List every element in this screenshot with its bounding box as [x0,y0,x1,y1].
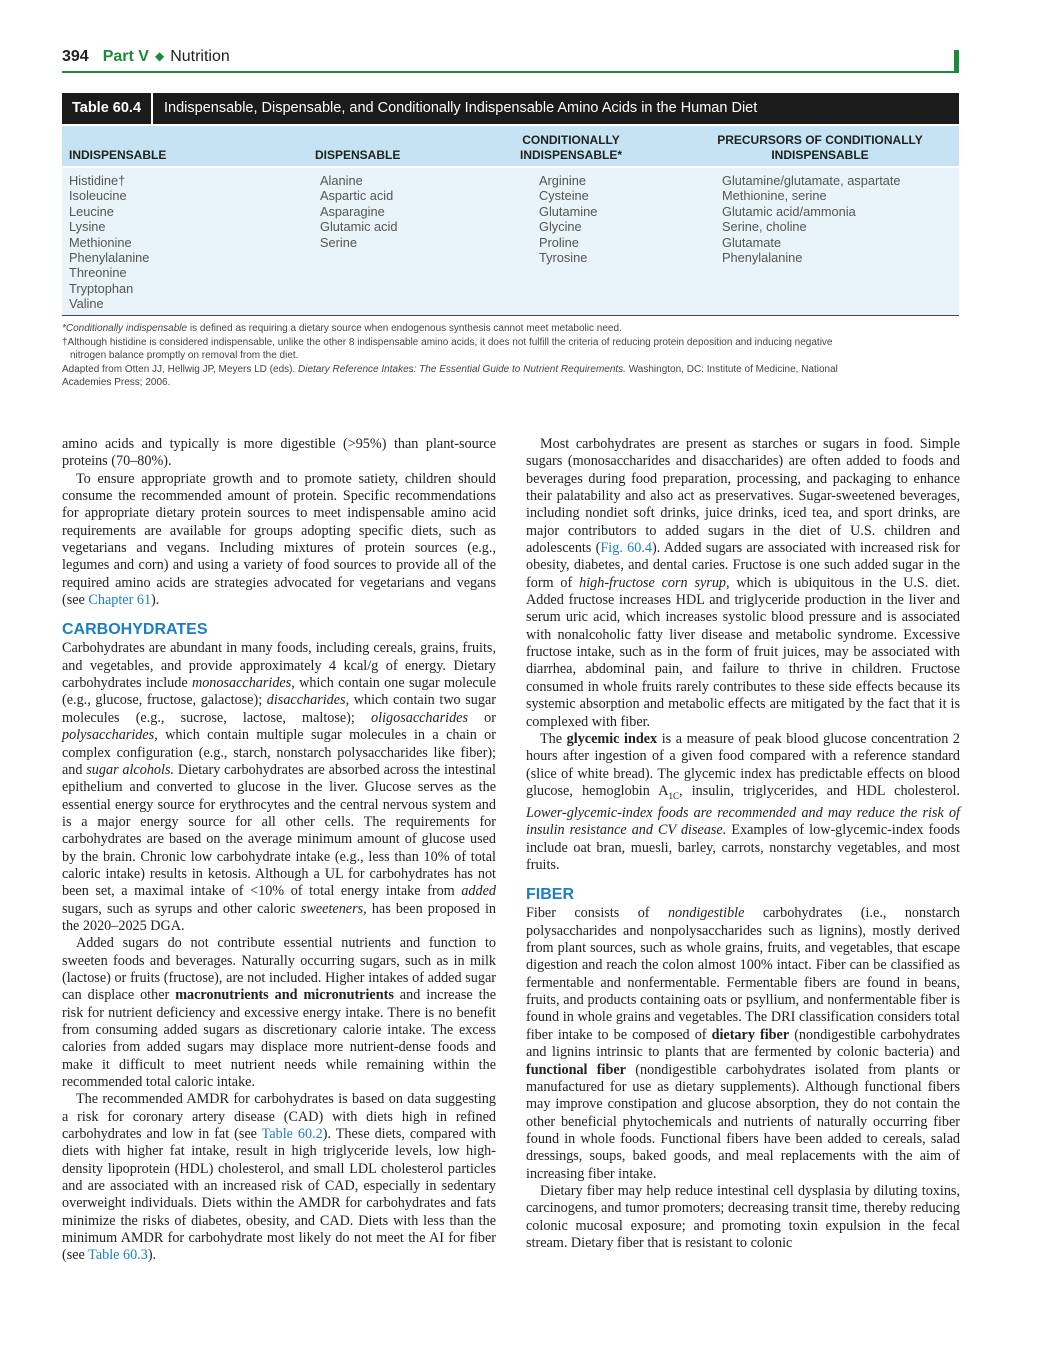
table-cell: Glutamine/glutamate, aspartate [722,173,901,188]
footnote-book-title: Dietary Reference Intakes: The Essential Guide to Nutrient Requirements. [298,363,626,375]
table-cell: Phenylalanine [722,249,803,265]
term: monosaccharides, [191,675,295,692]
col-header-conditional [512,133,630,163]
text: The [540,730,567,747]
text: Added sugars do not contribute essential nutrients and function to sweeten foods and beverages. Naturally occurring sugars, such as in milk (lactose) or fruits (fructose), are not included. Higher intakes of added sugar can displace other [62,935,496,1004]
term: polysaccharides, [62,727,158,744]
table-cell: Serine [320,234,357,250]
text: Dietary fiber may help reduce intestinal cell dysplasia by diluting toxins, carcinogens, and tumor promoters; decreasing transit time, thereby reducing colonic mucosal exposure; and promoting toxin expulsion in the fecal stream. Dietary fiber that is resistant to colonic [526,1182,960,1251]
text: and increase the risk for nutrient deficiency and excessive energy intake. There is no benefit from consuming added sugars as discretionary calorie intake. The excess calories from added sugars may displace more nutrient-dense foods and make it difficult to meet nutrient needs while remaining within the recommended total caloric intake. [62,987,496,1091]
text: is a measure of peak blood glucose concentration 2 hours after ingestion of a given food compared with a reference standard (slice of white bread). The glycemic index has predictable effects on blood glucose, hemoglobin A [526,730,960,799]
text: ). Added sugars are associated with increased risk for obesity, diabetes, and dental caries. Fructose is one such added sugar in the form of [526,540,960,591]
text: The recommended AMDR for carbohydrates is based on data suggesting a risk for coronary artery disease (CAD) with diets high in refined carbohydrates and low in fat (see [62,1091,496,1143]
paragraph [526,731,960,875]
term: high-fructose corn syrup, [579,574,730,591]
col-dispensable [320,173,398,250]
section-label: Nutrition [170,48,230,65]
table-cell: Glutamic acid [320,219,398,235]
col-indispensable [69,173,149,312]
text: which contain multiple sugar molecules in a chain or complex configuration (e.g., starch, nonstarch polysaccharides like fiber); and [62,727,496,778]
table-cell: Asparagine [320,203,385,219]
table-cell: Aspartic acid [320,188,394,204]
col-header-indispensable: INDISPENSABLE [69,148,167,162]
heading-fiber: FIBER [526,886,574,904]
emphasis: Lower-glycemic-index foods are recommended and may reduce the risk of insulin resistance and CV disease. [526,805,960,839]
table-cell: Methionine, serine [722,188,827,204]
paragraph [62,1091,496,1264]
table-60-2-link[interactable]: Table 60.2 [261,1126,323,1143]
paragraph [526,436,960,731]
col-header-precursors-line2: INDISPENSABLE [771,148,869,162]
table-cell: Cysteine [539,188,589,204]
text: ). These diets, compared with diets with higher fat intake, result in high triglyceride levels, low high-density lipoprotein (HDL) cholesterol, and small LDL cholesterol particles and are associated with an increased risk of CAD, especially in sedentary overweight individuals. Diets within the AMDR for carbohydrates and fats minimize the risks of diabetes, obesity, and CAD. Diets with less than the minimum AMDR for carbohydrate most likely do not meet the AI for fiber (see [62,1126,496,1264]
term: nondigestible [667,905,745,922]
text: Most carbohydrates are present as starches or sugars in food. Simple sugars (monosaccharides and disaccharides) are often added to foods and beverages during food preparation, processing, and packaging to enhance their palatability and also act as preservatives. Sugar-sweetened beverages, including nondiet soft drinks, juice drinks, iced tea, and sport drinks, are major contributors to added sugars in the diet of U.S. children and adolescents ( [526,436,960,557]
table-cell: Glutamate [722,234,782,250]
text: Dietary carbohydrates are absorbed across the intestinal epithelium and converted to glucose in the liver. Glucose serves as the essential energy source for erythrocytes and the central nervous system and is a major energy source for all other cells. The requirements for carbohydrates are based on the average minimum amount of glucose used by the brain. Chronic low carbohydrate intake (e.g., less than 10% of total caloric intake) results in ketosis. Although a UL for carbohydrates has not been set, a maximal intake of <10% of total energy intake from [62,761,496,900]
text: or [467,709,496,726]
footnote-text: Washington, DC: Institute of Medicine, National [625,363,838,375]
table-title: Indispensable, Dispensable, and Conditionally Indispensable Amino Acids in the Human Diet [164,100,758,116]
bold-term: macronutrients and micronutrients [175,987,394,1004]
text: , insulin, triglycerides, and HDL cholesterol. [679,782,960,799]
part-label: Part V [102,48,149,65]
col-header-precursors [702,133,938,163]
text: which contain one sugar molecule (e.g., glucose, fructose, galactose); [62,675,496,709]
table-cell: Lysine [69,219,106,235]
term: oligosaccharides [371,709,468,726]
text: carbohydrates (i.e., nonstarch polysaccharides and nonpolysaccharides such as lignins), mostly derived from plant sources, such as whole grains, fruits, and vegetables, that escape digestion and reach the colon almost 100% intact. Fiber can be classified as fermentable and nonfermentable. Fermentable fibers are found in beans, fruits, and products containing oats or psyllium, and nonfermentable fiber is found in whole grains and vegetables. The DRI classification considers total fiber intake to be composed of [526,905,960,1043]
footnote-text: †Although histidine is considered indispensable, unlike the other 8 indispensable amino acids, it does not fulfill the criteria of reducing protein deposition and inducing negative [62,336,833,348]
table-cell: Alanine [320,173,363,188]
col-header-conditional-line2: INDISPENSABLE* [519,148,623,162]
table-cell: Threonine [69,265,127,281]
table-cell: Proline [539,234,579,250]
table-cell: Phenylalanine [69,249,150,265]
chapter-61-link[interactable]: Chapter 61 [88,592,152,609]
header-rule [62,71,956,73]
text: ). [147,1247,157,1264]
heading-carbohydrates: CARBOHYDRATES [62,621,208,639]
page-number: 394 [62,48,89,65]
text: (nondigestible carbohydrates isolated from plants or manufactured for use as dietary supplements). Although functional fibers may improve constipation and glucose absorption, they do not contain the other beneficial phytochemicals and nutrients of naturally occurring fiber found in whole foods. Functional fibers have been added to cereals, salad dressings, soups, baked goods, and meal replacements with the aim of increasing fiber intake. [526,1061,961,1182]
col-header-precursors-line1: PRECURSORS OF CONDITIONALLY [717,133,923,147]
footnote-histidine [62,336,942,350]
text: ). [151,592,160,609]
paragraph [62,436,496,471]
table-cell: Methionine [69,234,132,250]
footnote-term: *Conditionally indispensable [62,323,188,334]
text: sugars, such as syrups and other caloric [62,900,301,917]
footnote-text: is defined as requiring a dietary source when endogenous synthesis cannot meet metabolic need. [187,323,622,334]
paragraph [62,935,496,1091]
table-body [62,168,959,316]
col-precursors [722,173,901,265]
paragraph [526,905,960,1183]
footnote-source-cont [62,376,942,390]
table-header-row [62,126,959,166]
table-cell: Tryptophan [69,280,134,296]
bold-term: glycemic index [566,730,658,747]
text: (nondigestible carbohydrates and lignins intrinsic to plants that are fermented by colonic bacteria) and [526,1026,960,1061]
bold-term: dietary fiber [711,1026,790,1043]
table-cell: Leucine [69,203,114,219]
text: To ensure appropriate growth and to promote satiety, children should consume the recommended amount of protein. Specific recommendations for appropriate dietary protein sources to meet indispensable amino acid requirements are available for groups adopting specific diets, such as vegetarians and vegans. Including mixtures of protein sources (e.g., legumes and corn) and using a variety of food sources to provide all of the required amino acids are strategies advocated for vegetarians and vegans (see [62,470,496,609]
table-title-bar [62,93,959,124]
fig-60-4-link[interactable]: Fig. 60.4 [600,540,652,557]
footnote-source [62,363,942,377]
text: Examples of low-glycemic-index foods include oat bran, muesli, barley, carrots, nonstarchy vegetables, and most fruits. [526,822,961,874]
right-column [526,436,960,1252]
col-header-dispensable: DISPENSABLE [315,148,401,162]
footnote-histidine-cont [62,349,942,363]
table-number: Table 60.4 [62,93,153,124]
bold-term: functional fiber [526,1061,626,1078]
table-cell: Tyrosine [539,249,588,265]
text: which is ubiquitous in the U.S. diet. Added fructose increases HDL and triglyceride production in the liver and serum uric acid, which increases systolic blood pressure and is associated with nonalcoholic fatty liver disease and metabolic syndrome. Excessive fructose intake, such as in the form of fruit juices, may be associated with diarrhea, abdominal pain, and failure to thrive in children. Fructose consumed in whole fruits rarely contributes to these side effects because its systemic absorption and metabolic effects are mitigated by the fact that it is complexed with fiber. [526,574,960,730]
col-header-conditional-line1: CONDITIONALLY [522,133,620,147]
table-cell: Arginine [539,173,586,188]
table-cell: Isoleucine [69,188,127,204]
table-cell: Glutamine [539,203,598,219]
subscript: 1C [668,790,679,801]
term: added [461,883,496,900]
paragraph [526,1183,960,1252]
paragraph [62,471,496,610]
table-60-3-link[interactable]: Table 60.3 [88,1247,148,1264]
term: sugar alcohols. [86,761,175,778]
footnote-text: nitrogen balance promptly on removal from the diet. [70,350,299,361]
footnote-conditional [62,322,942,336]
table-cell: Serine, choline [722,219,807,235]
term: sweeteners, [300,900,367,917]
footnote-text: Academies Press; 2006. [62,377,171,388]
left-column [62,436,496,1265]
term: disaccharides, [266,692,350,709]
text: has been proposed in the 2020–2025 DGA. [62,900,496,934]
header-rule-end [954,50,959,73]
col-conditional [539,173,597,265]
table-footnotes [62,322,942,390]
diamond-icon: ◆ [154,49,165,63]
text: Fiber consists of [526,905,668,922]
text: which contain two sugar molecules (e.g., sucrose, lactose, maltose); [62,692,496,726]
text: amino acids and typically is more digestible (>95%) than plant-source proteins (70–80%). [62,436,496,470]
table-cell: Histidine† [69,173,126,188]
paragraph [62,640,496,935]
table-cell: Valine [69,296,104,312]
table-cell: Glutamic acid/ammonia [722,203,856,219]
table-cell: Glycine [539,219,582,235]
footnote-text: Adapted from Otten JJ, Hellwig JP, Meyers LD (eds). [62,363,299,375]
text: Carbohydrates are abundant in many foods, including cereals, grains, fruits, and vegetables, and provide approximately 4 kcal/g of energy. Dietary carbohydrates include [62,640,496,692]
running-header [62,48,958,70]
